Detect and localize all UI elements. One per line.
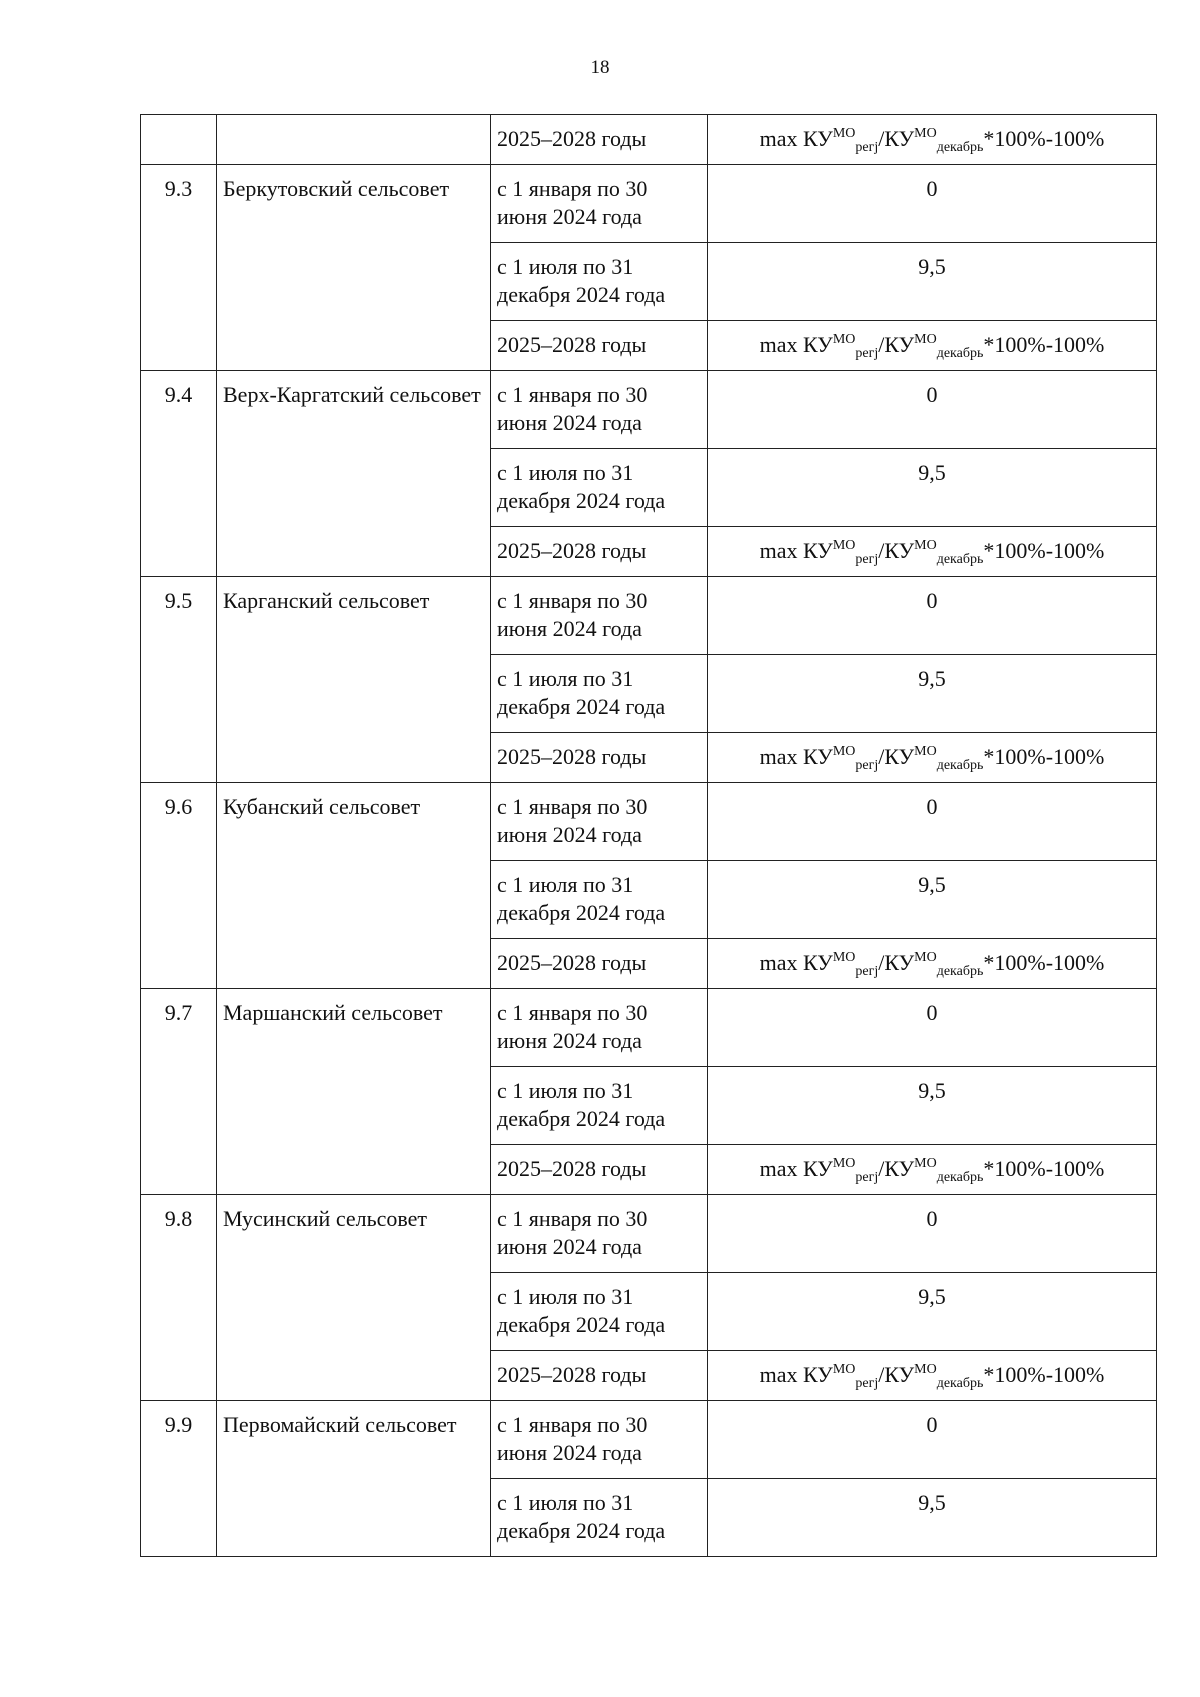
period-cell: 2025–2028 годы	[491, 939, 708, 989]
formula-part: декабрь	[936, 346, 984, 361]
period-cell: 2025–2028 годы	[491, 1145, 708, 1195]
period-cell: 2025–2028 годы	[491, 733, 708, 783]
period-cell: с 1 июля по 31 декабря 2024 года	[491, 1273, 708, 1351]
formula-part: /КУ	[878, 1156, 915, 1181]
table-row	[141, 783, 1157, 861]
formula-part: декабрь	[936, 1376, 984, 1391]
formula-part: МО	[914, 744, 937, 759]
municipality-name: Беркутовский сельсовет	[217, 165, 491, 371]
formula-part: /КУ	[878, 950, 915, 975]
municipality-name: Кубанский сельсовет	[217, 783, 491, 989]
formula-part: МО	[914, 126, 937, 141]
formula-part: регj	[855, 1376, 879, 1391]
period-cell: с 1 июля по 31 декабря 2024 года	[491, 655, 708, 733]
formula-part: max КУ	[759, 744, 833, 769]
formula-cell	[708, 321, 1157, 371]
formula-part: МО	[914, 538, 937, 553]
table-row	[141, 1401, 1157, 1479]
period-cell: с 1 июля по 31 декабря 2024 года	[491, 861, 708, 939]
formula-part: /КУ	[878, 332, 915, 357]
table-row	[141, 165, 1157, 243]
formula-part: регj	[855, 346, 879, 361]
formula-text	[759, 332, 1105, 361]
formula-part: *100%-100%	[983, 538, 1105, 563]
period-cell: с 1 января по 30 июня 2024 года	[491, 989, 708, 1067]
formula-text	[759, 744, 1105, 773]
formula-part: max КУ	[759, 950, 833, 975]
period-cell: с 1 января по 30 июня 2024 года	[491, 165, 708, 243]
formula-text	[759, 950, 1105, 979]
period-cell: с 1 января по 30 июня 2024 года	[491, 1195, 708, 1273]
value-cell: 0	[708, 1401, 1157, 1479]
formula-part: МО	[832, 744, 856, 759]
formula-part: *100%-100%	[983, 332, 1105, 357]
formula-part: регj	[855, 140, 879, 155]
row-number: 9.5	[141, 577, 217, 783]
formula-part: МО	[914, 1156, 937, 1171]
value-cell: 9,5	[708, 449, 1157, 527]
row-number: 9.6	[141, 783, 217, 989]
table-row	[141, 115, 1157, 165]
row-number: 9.4	[141, 371, 217, 577]
formula-part: декабрь	[936, 552, 984, 567]
formula-part: МО	[832, 332, 856, 347]
formula-part: max КУ	[759, 538, 833, 563]
formula-cell	[708, 733, 1157, 783]
tariff-table	[140, 114, 1157, 1557]
municipality-name: Мусинский сельсовет	[217, 1195, 491, 1401]
formula-part: МО	[832, 126, 856, 141]
formula-part: max КУ	[759, 332, 833, 357]
formula-part: декабрь	[936, 758, 984, 773]
formula-part: декабрь	[936, 1170, 984, 1185]
value-cell: 0	[708, 165, 1157, 243]
formula-part: /КУ	[878, 744, 915, 769]
formula-text	[759, 1362, 1105, 1391]
formula-part: МО	[832, 1362, 856, 1377]
formula-part: МО	[832, 1156, 856, 1171]
formula-text	[759, 126, 1105, 155]
table-row	[141, 371, 1157, 449]
formula-part: max КУ	[759, 1156, 833, 1181]
formula-text	[759, 538, 1105, 567]
value-cell: 9,5	[708, 1479, 1157, 1557]
table-row	[141, 989, 1157, 1067]
formula-part: МО	[914, 1362, 937, 1377]
formula-part: МО	[914, 332, 937, 347]
table-row	[141, 577, 1157, 655]
municipality-name: Первомайский сельсовет	[217, 1401, 491, 1557]
formula-part: *100%-100%	[983, 1362, 1105, 1387]
period-cell: с 1 января по 30 июня 2024 года	[491, 371, 708, 449]
formula-part: /КУ	[878, 1362, 915, 1387]
period-cell: с 1 января по 30 июня 2024 года	[491, 1401, 708, 1479]
period-cell: с 1 января по 30 июня 2024 года	[491, 783, 708, 861]
formula-part: декабрь	[936, 964, 984, 979]
formula-part: МО	[914, 950, 937, 965]
row-number: 9.3	[141, 165, 217, 371]
formula-part: /КУ	[878, 126, 915, 151]
name-cell	[217, 115, 491, 165]
period-cell: с 1 июля по 31 декабря 2024 года	[491, 243, 708, 321]
formula-part: max КУ	[759, 1362, 833, 1387]
formula-cell	[708, 527, 1157, 577]
period-cell: 2025–2028 годы	[491, 115, 708, 165]
value-cell: 0	[708, 1195, 1157, 1273]
formula-part: max КУ	[759, 126, 833, 151]
formula-part: /КУ	[878, 538, 915, 563]
municipality-name: Верх-Каргатский сельсовет	[217, 371, 491, 577]
row-number: 9.9	[141, 1401, 217, 1557]
period-cell: с 1 июля по 31 декабря 2024 года	[491, 449, 708, 527]
formula-part: декабрь	[936, 140, 984, 155]
formula-part: МО	[832, 538, 856, 553]
formula-cell	[708, 939, 1157, 989]
value-cell: 0	[708, 577, 1157, 655]
formula-part: *100%-100%	[983, 126, 1105, 151]
value-cell: 9,5	[708, 861, 1157, 939]
formula-part: *100%-100%	[983, 950, 1105, 975]
formula-cell	[708, 1145, 1157, 1195]
value-cell: 0	[708, 783, 1157, 861]
formula-part: регj	[855, 964, 879, 979]
value-cell: 0	[708, 989, 1157, 1067]
formula-part: регj	[855, 758, 879, 773]
formula-part: регj	[855, 552, 879, 567]
value-cell: 9,5	[708, 243, 1157, 321]
formula-text	[759, 1156, 1105, 1185]
value-cell: 0	[708, 371, 1157, 449]
formula-cell	[708, 1351, 1157, 1401]
period-cell: 2025–2028 годы	[491, 527, 708, 577]
formula-part: МО	[832, 950, 856, 965]
value-cell: 9,5	[708, 1067, 1157, 1145]
period-cell: 2025–2028 годы	[491, 321, 708, 371]
formula-part: *100%-100%	[983, 1156, 1105, 1181]
row-number: 9.7	[141, 989, 217, 1195]
value-cell: 9,5	[708, 655, 1157, 733]
num-cell	[141, 115, 217, 165]
municipality-name: Карганский сельсовет	[217, 577, 491, 783]
formula-cell	[708, 115, 1157, 165]
page-number: 18	[590, 57, 610, 78]
row-number: 9.8	[141, 1195, 217, 1401]
municipality-name: Маршанский сельсовет	[217, 989, 491, 1195]
value-cell: 9,5	[708, 1273, 1157, 1351]
table-row	[141, 1195, 1157, 1273]
formula-part: регj	[855, 1170, 879, 1185]
period-cell: с 1 июля по 31 декабря 2024 года	[491, 1067, 708, 1145]
formula-part: *100%-100%	[983, 744, 1105, 769]
period-cell: с 1 января по 30 июня 2024 года	[491, 577, 708, 655]
period-cell: 2025–2028 годы	[491, 1351, 708, 1401]
period-cell: с 1 июля по 31 декабря 2024 года	[491, 1479, 708, 1557]
